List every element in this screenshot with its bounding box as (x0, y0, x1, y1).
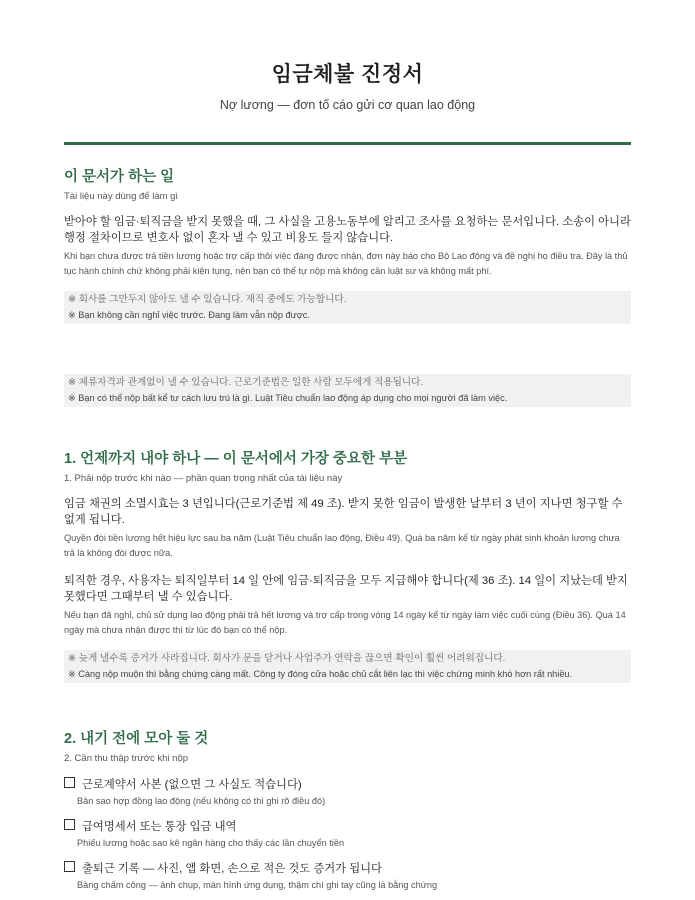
checkbox-icon (64, 777, 75, 788)
note-box (64, 650, 631, 683)
checklist-item (64, 860, 631, 890)
paragraph-korean: 받아야 할 임금·퇴직금을 받지 못했을 때, 그 사실을 고용노동부에 알리고 조사를 요청하는 문서입니다. 소송이 아니라 행정 절차이므로 변호사 없이 혼자 낼 수 있고 비용도 들지 않습니다. (64, 216, 631, 244)
checklist-item-korean: 출퇴근 기록 — 사진, 앱 화면, 손으로 적은 것도 증거가 됩니다 (82, 863, 382, 875)
header-divider (64, 142, 631, 145)
section-checklist (64, 727, 631, 890)
paragraph-vietnamese: Khi bạn chưa được trả tiền lương hoặc trợ cấp thôi việc đáng được nhận, đơn này báo cho Bộ Lao động và đề nghị họ điều tra. Đây là thủ tục hành chính chứ không phải kiện tụng, nên bạn có thể tự nộp mà không cần luật sư và không mất phí. (64, 251, 628, 276)
checklist-item-vietnamese: Bảng chấm công — ảnh chụp, màn hình ứng dụng, thậm chí ghi tay cũng là bằng chứng (77, 880, 438, 890)
paragraph-korean: 퇴직한 경우, 사용자는 퇴직일부터 14 일 안에 임금·퇴직금을 모두 지급해야 합니다(제 36 조). 14 일이 지났는데 받지 못했다면 그때부터 낼 수 있습니다. (64, 575, 628, 603)
checklist-item-korean: 근로계약서 사본 (없으면 그 사실도 적습니다) (82, 779, 302, 791)
note-box (64, 291, 631, 324)
note-vietnamese: ※ Bạn không cần nghỉ việc trước. Đang làm vẫn nộp được. (68, 310, 310, 320)
section-title: 2. 내기 전에 모아 둘 것 (64, 731, 209, 747)
paragraph (64, 573, 631, 638)
section-deadline (64, 447, 631, 683)
paragraph-vietnamese: Nếu bạn đã nghỉ, chủ sử dụng lao động phải trả hết lương và trợ cấp trong vòng 14 ngày kể từ ngày làm việc cuối cùng (Điều 36). Quá 14 ngày mà chưa nhận được thì từ lúc đó bạn có thể nộp. (64, 610, 626, 635)
checklist-item-vietnamese: Phiếu lương hoặc sao kê ngân hàng cho thấy các lần chuyển tiền (77, 838, 345, 848)
checklist-item (64, 818, 631, 848)
checklist-item-vietnamese: Bản sao hợp đồng lao động (nếu không có thì ghi rõ điều đó) (77, 796, 326, 806)
note-korean: ※ 회사를 그만두지 않아도 낼 수 있습니다. 재직 중에도 가능합니다. (68, 294, 347, 305)
section-purpose (64, 165, 631, 407)
paragraph (64, 496, 631, 561)
paragraph (64, 214, 631, 279)
document-subtitle: Nợ lương — đơn tố cáo gửi cơ quan lao động (219, 98, 476, 112)
document-title: 임금체불 진정서 (271, 63, 424, 86)
checklist-item-korean: 급여명세서 또는 통장 입금 내역 (82, 821, 237, 833)
checklist-item (64, 776, 631, 806)
section-title: 1. 언제까지 내야 하나 — 이 문서에서 가장 중요한 부분 (64, 451, 407, 467)
checkbox-icon (64, 861, 75, 872)
checkbox-icon (64, 819, 75, 830)
note-box (64, 374, 631, 407)
paragraph-korean: 임금 채권의 소멸시효는 3 년입니다(근로기준법 제 49 조). 받지 못한 임금이 발생한 날부터 3 년이 지나면 청구할 수 없게 됩니다. (64, 498, 623, 526)
note-korean: ※ 체류자격과 관계없이 낼 수 있습니다. 근로기준법은 일한 사람 모두에게 적용됩니다. (68, 377, 424, 388)
section-subtitle: 1. Phải nộp trước khi nào — phần quan trọng nhất của tài liệu này (64, 473, 343, 484)
paragraph-vietnamese: Quyền đòi tiền lương hết hiệu lực sau ba năm (Luật Tiêu chuẩn lao động, Điều 49). Quá ba năm kể từ ngày phát sinh khoản lương chưa trả là không đòi được nữa. (64, 533, 620, 558)
note-korean: ※ 늦게 낼수록 증거가 사라집니다. 회사가 문을 닫거나 사업주가 연락을 끊으면 확인이 훨씬 어려워집니다. (68, 653, 506, 664)
note-vietnamese: ※ Càng nộp muộn thì bằng chứng càng mất. Công ty đóng cửa hoặc chủ cắt liên lạc thì việc chứng minh khó hơn rất nhiều. (68, 669, 573, 679)
section-subtitle: 2. Cần thu thập trước khi nộp (64, 753, 189, 764)
section-title: 이 문서가 하는 일 (64, 169, 175, 185)
section-subtitle: Tài liệu này dùng để làm gì (64, 191, 179, 202)
note-vietnamese: ※ Bạn có thể nộp bất kể tư cách lưu trú là gì. Luật Tiêu chuẩn lao động áp dụng cho mọi người đã làm việc. (68, 393, 508, 403)
